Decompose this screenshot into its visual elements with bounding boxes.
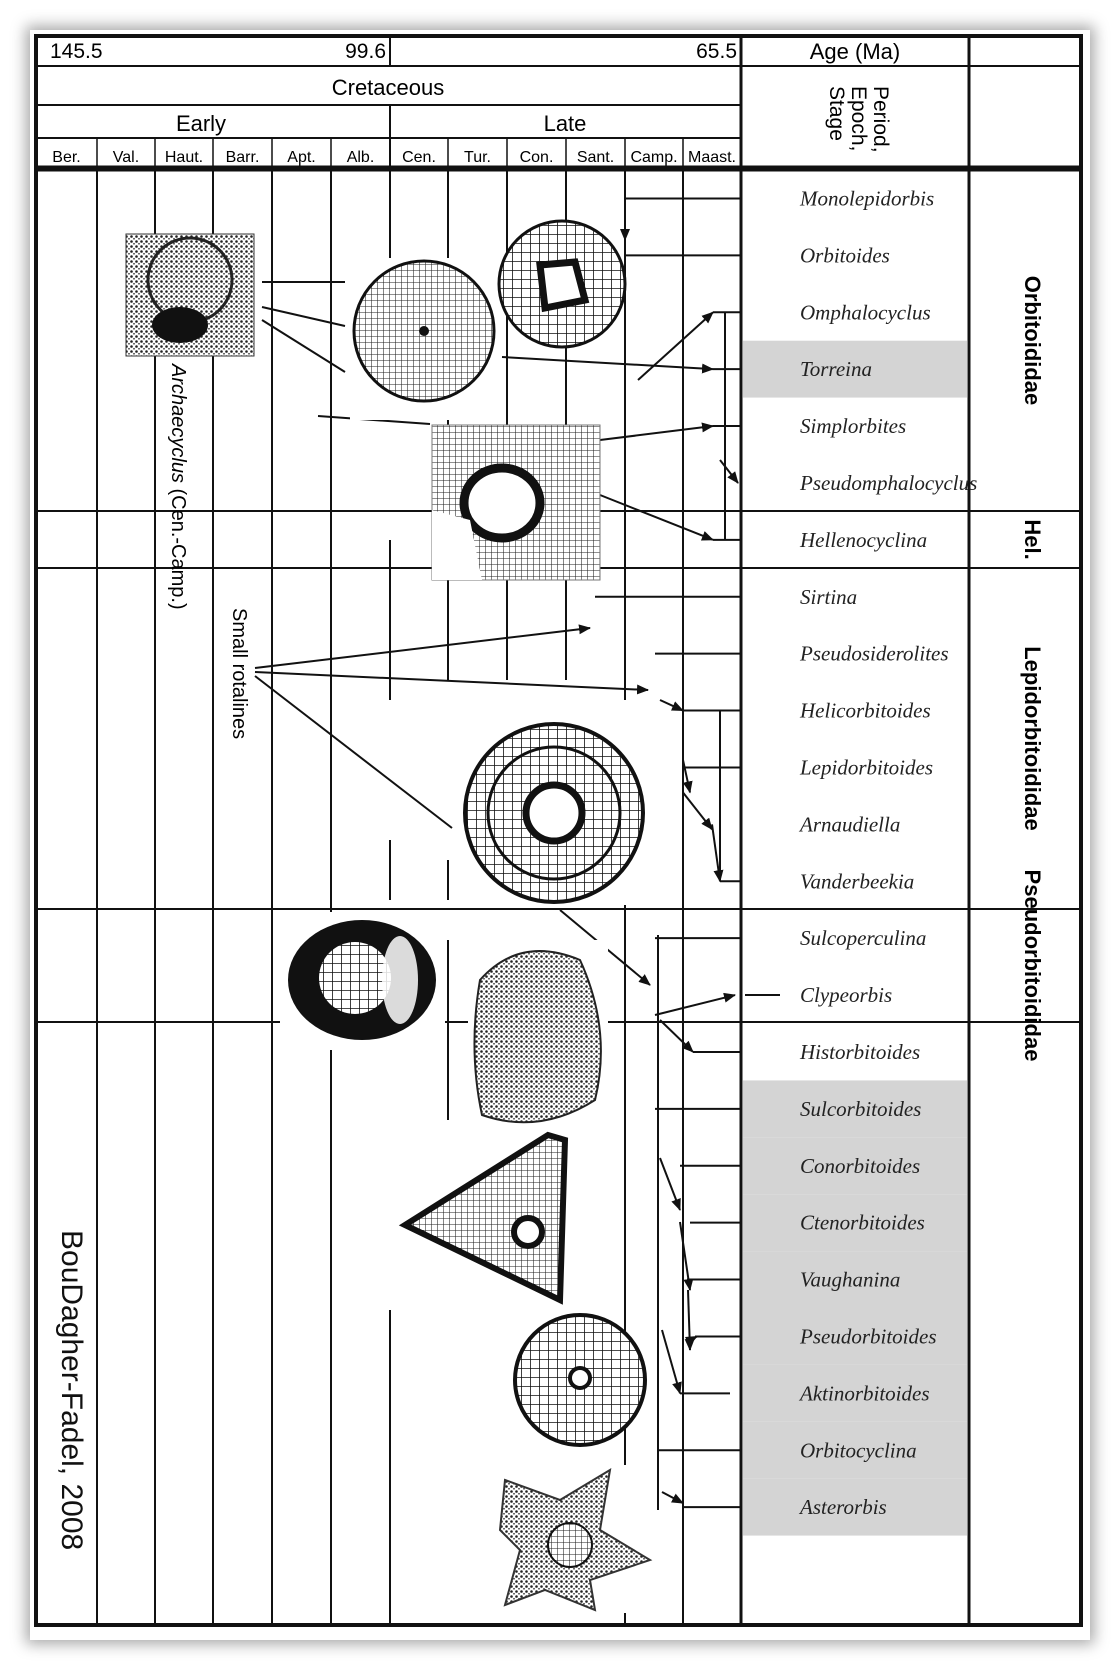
stage-barr: Barr. bbox=[225, 149, 260, 166]
genus-label-conorbitoides: Conorbitoides bbox=[800, 1153, 921, 1178]
stage-alb: Alb. bbox=[346, 149, 375, 166]
age-145-5: 145.5 bbox=[50, 40, 103, 63]
genus-label-vaughanina: Vaughanina bbox=[800, 1267, 901, 1292]
stage-cen: Cen. bbox=[402, 149, 436, 166]
credit-label: BouDagher-Fadel, 2008 bbox=[55, 1230, 88, 1551]
period-epoch-stage-label: Stage bbox=[825, 86, 848, 141]
family-label-pseudorbitoididae: Pseudorbitoididae bbox=[1020, 869, 1045, 1062]
period-label: Cretaceous bbox=[331, 75, 445, 100]
stage-tur: Tur. bbox=[464, 149, 491, 166]
genus-label-pseudomphalocyclus: Pseudomphalocyclus bbox=[800, 470, 978, 495]
age-65-5: 65.5 bbox=[696, 40, 737, 63]
family-label-orbitoididae: Orbitoididae bbox=[1020, 275, 1045, 406]
period-epoch-stage-label: Period, bbox=[869, 86, 892, 153]
genus-label-aktinorbitoides: Aktinorbitoides bbox=[800, 1381, 930, 1406]
period-epoch-stage-label: Epoch, bbox=[847, 86, 870, 152]
genus-label-omphalocyclus: Omphalocyclus bbox=[800, 300, 931, 325]
vaughanina-center bbox=[570, 1368, 590, 1388]
omphalocyclus-embryon bbox=[540, 262, 585, 308]
genus-label-sulcorbitoides: Sulcorbitoides bbox=[800, 1096, 922, 1121]
stage-val: Val. bbox=[112, 149, 140, 166]
epoch-late: Late bbox=[543, 111, 587, 136]
genus-label-sulcoperculina: Sulcoperculina bbox=[800, 926, 927, 951]
stage-maast: Maast. bbox=[687, 149, 737, 166]
sulcoperculina-aperture bbox=[382, 936, 418, 1024]
orbitoides-disc-center bbox=[419, 326, 429, 336]
genus-label-helicorbitoides: Helicorbitoides bbox=[800, 698, 931, 723]
family-label-hel: Hel. bbox=[1020, 519, 1045, 560]
genus-label-monolepidorbis: Monolepidorbis bbox=[800, 186, 935, 211]
stage-apt: Apt. bbox=[287, 149, 316, 166]
genus-label-arnaudiella: Arnaudiella bbox=[800, 812, 901, 837]
genus-label-torreina: Torreina bbox=[800, 357, 872, 382]
stage-haut: Haut. bbox=[164, 149, 204, 166]
age-ma-label: Age (Ma) bbox=[809, 39, 901, 64]
epoch-early: Early bbox=[175, 111, 227, 136]
stage-con: Con. bbox=[519, 149, 554, 166]
family-label-lepidorbitoididae: Lepidorbitoididae bbox=[1020, 646, 1045, 831]
aktinorbitoides-embryon bbox=[514, 1218, 542, 1246]
age-99-6: 99.6 bbox=[345, 40, 386, 63]
genus-label-orbitoides: Orbitoides bbox=[800, 243, 890, 268]
stage-sant: Sant. bbox=[576, 149, 615, 166]
genus-label-orbitocyclina: Orbitocyclina bbox=[800, 1438, 917, 1463]
sulcoperculina-chambers bbox=[319, 942, 391, 1014]
genus-label-vanderbeekia: Vanderbeekia bbox=[800, 869, 915, 894]
genus-label-hellenocyclina: Hellenocyclina bbox=[800, 527, 928, 552]
genus-label-lepidorbitoides: Lepidorbitoides bbox=[800, 755, 934, 780]
genus-label-asterorbis: Asterorbis bbox=[800, 1495, 887, 1520]
small-rotalines-label: Small rotalines bbox=[228, 608, 250, 740]
stage-camp: Camp. bbox=[630, 149, 678, 166]
genus-label-ctenorbitoides: Ctenorbitoides bbox=[800, 1210, 925, 1235]
clypeorbis-specimen bbox=[474, 951, 600, 1122]
archaecyclus-dark-area bbox=[152, 307, 208, 343]
archaecyclus-label: Archaecyclus (Cen.-Camp.) bbox=[167, 364, 189, 610]
genus-label-sirtina: Sirtina bbox=[800, 584, 858, 609]
asterorbis-center bbox=[548, 1523, 592, 1567]
stage-ber: Ber. bbox=[52, 149, 81, 166]
lepidorbitoides-embryon bbox=[526, 785, 582, 841]
genus-label-clypeorbis: Clypeorbis bbox=[800, 983, 893, 1008]
genus-label-pseudorbitoides: Pseudorbitoides bbox=[800, 1324, 937, 1349]
simplorbites-embryon bbox=[464, 468, 540, 538]
genus-label-historbitoides: Historbitoides bbox=[800, 1039, 921, 1064]
genus-label-simplorbites: Simplorbites bbox=[800, 414, 907, 439]
genus-label-pseudosiderolites: Pseudosiderolites bbox=[800, 641, 949, 666]
